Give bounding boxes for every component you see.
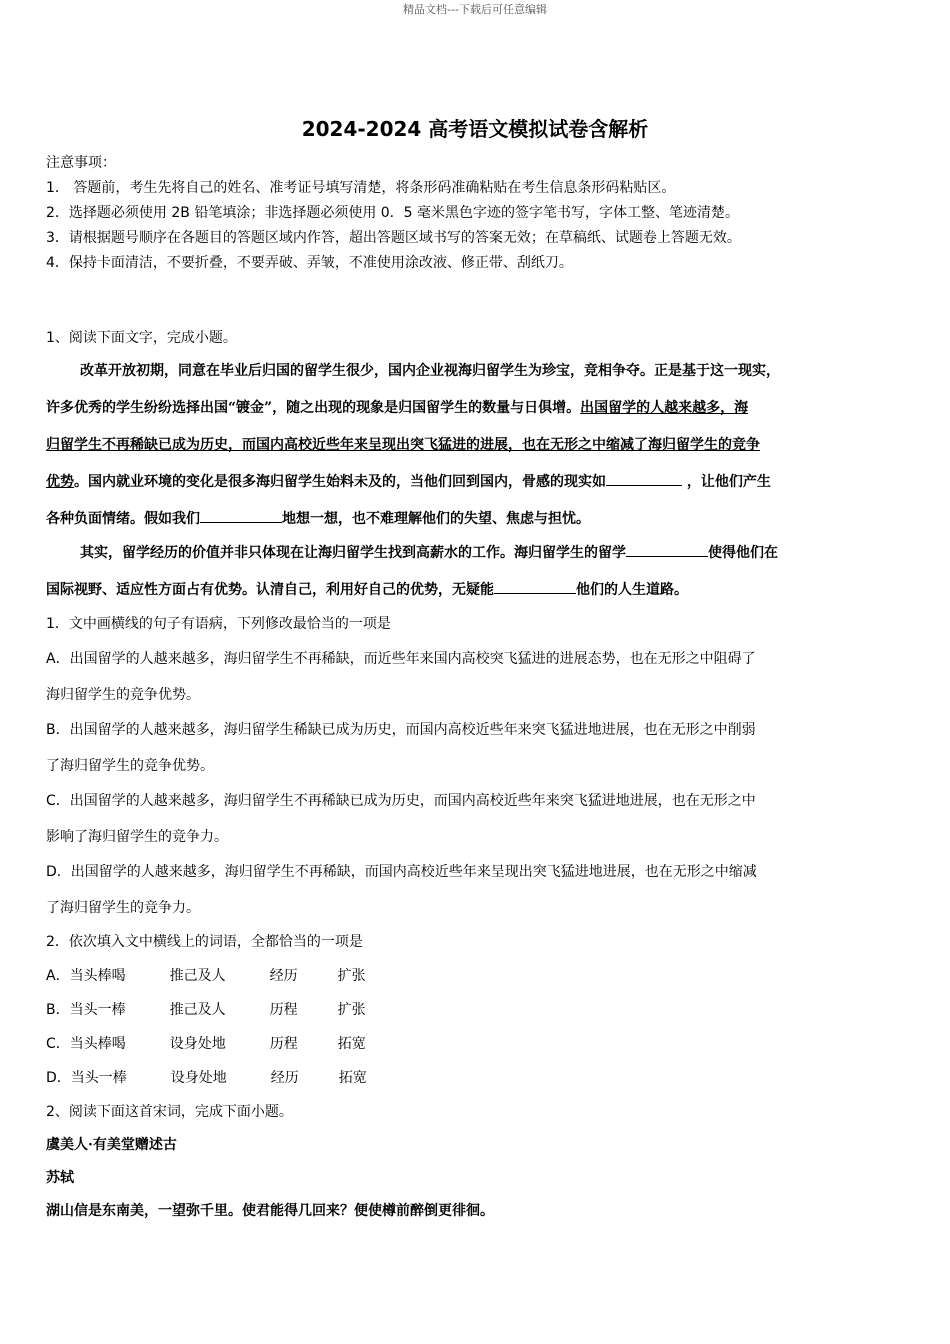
- underlined-sentence: 出国留学的人越来越多，海: [580, 400, 749, 416]
- underlined-sentence: 归留学生不再稀缺已成为历史，而国内高校近些年来呈现出突飞猛进的进展，也在无形之中缩减了海归留学生的竞争: [46, 437, 760, 453]
- option-word: 扩张: [337, 1002, 366, 1018]
- option-label: D．: [46, 1070, 71, 1086]
- document-title: 2024-2024 高考语文模拟试卷含解析: [301, 117, 649, 141]
- option-word: 设身处地: [169, 1036, 226, 1052]
- poem-author: 苏轼: [46, 1170, 74, 1186]
- passage-line: [46, 471, 771, 491]
- passage-text: 地想一想，也不难理解他们的失望、焦虑与担忧。: [282, 511, 590, 527]
- option-a-cont: 海归留学生的竞争优势。: [46, 687, 200, 703]
- option-word: 推己及人: [169, 1002, 226, 1018]
- passage-text: 许多优秀的学生纷纷选择出国“镀金”，随之出现的现象是归国留学生的数量与日俱增。: [46, 400, 581, 416]
- passage-line: [46, 397, 748, 417]
- passage-text: 使得他们在: [708, 545, 778, 561]
- option-word: 扩张: [337, 968, 366, 984]
- fill-blank: [606, 473, 682, 486]
- passage-line: [46, 508, 590, 528]
- passage-text: 国际视野、适应性方面占有优势。认清自己，利用好自己的优势，无疑能: [46, 582, 494, 598]
- option-word: 当头棒喝: [69, 968, 126, 984]
- section2-intro: 2、阅读下面这首宋词，完成下面小题。: [46, 1104, 293, 1120]
- option-label: C．: [46, 1036, 70, 1052]
- passage-line: 改革开放初期，同意在毕业后归国的留学生很少，国内企业视海归留学生为珍宝，竞相争夺。正是基于这一现实，: [80, 363, 780, 379]
- option-word: 推己及人: [169, 968, 226, 984]
- option-word: 历程: [269, 1002, 298, 1018]
- fill-blank: [494, 581, 576, 594]
- option-d: [46, 1067, 367, 1087]
- section1-intro: 1、阅读下面文字，完成小题。: [46, 330, 237, 346]
- option-d: D．出国留学的人越来越多，海归留学生不再稀缺，而国内高校近些年来呈现出突飞猛进地进展，也在无形之中缩减: [46, 864, 757, 880]
- option-label: B．: [46, 1002, 70, 1018]
- option-label: A．: [46, 968, 70, 984]
- option-word: 当头棒喝: [69, 1036, 126, 1052]
- option-word: 当头一棒: [69, 1002, 126, 1018]
- option-word: 经历: [269, 968, 298, 984]
- option-word: 当头一棒: [70, 1070, 127, 1086]
- fill-blank: [626, 544, 708, 557]
- option-word: 设身处地: [170, 1070, 227, 1086]
- passage-text: ，让他们产生: [682, 474, 771, 490]
- option-c: [46, 1033, 366, 1053]
- option-word: 拓宽: [338, 1070, 367, 1086]
- question-stem: 1．文中画横线的句子有语病，下列修改最恰当的一项是: [46, 616, 391, 632]
- fill-blank: [200, 510, 282, 523]
- option-a: [46, 965, 366, 985]
- underlined-sentence: 优势: [46, 474, 74, 490]
- notice-item: 4．保持卡面清洁，不要折叠，不要弄破、弄皱，不准使用涂改液、修正带、刮纸刀。: [46, 255, 573, 271]
- option-a: A．出国留学的人越来越多，海归留学生不再稀缺，而近些年来国内高校突飞猛进的进展态势，也在无形之中阻碍了: [46, 651, 756, 667]
- poem-title: 虞美人·有美堂赠述古: [46, 1137, 177, 1153]
- header-note: 精品文档---下载后可任意编辑: [403, 3, 547, 16]
- notice-item: 2．选择题必须使用 2B 铅笔填涂；非选择题必须使用 0．5 毫米黑色字迹的签字笔书写，字体工整、笔迹清楚。: [46, 205, 740, 221]
- poem-line: 湖山信是东南美，一望弥千里。使君能得几回来？便使樽前醉倒更徘徊。: [46, 1203, 494, 1219]
- option-b-cont: 了海归留学生的竞争优势。: [46, 758, 214, 774]
- passage-text: 他们的人生道路。: [576, 582, 688, 598]
- passage-text: 。国内就业环境的变化是很多海归留学生始料未及的，当他们回到国内，骨感的现实如: [74, 474, 606, 490]
- option-c-cont: 影响了海归留学生的竞争力。: [46, 829, 228, 845]
- passage-line: [80, 542, 778, 562]
- passage-line: [46, 579, 688, 599]
- option-c: C．出国留学的人越来越多，海归留学生不再稀缺已成为历史，而国内高校近些年来突飞猛进地进展，也在无形之中: [46, 793, 756, 809]
- passage-text: 各种负面情绪。假如我们: [46, 511, 200, 527]
- option-b: [46, 999, 366, 1019]
- question-stem: 2．依次填入文中横线上的词语，全都恰当的一项是: [46, 934, 363, 950]
- option-word: 经历: [270, 1070, 299, 1086]
- notice-item: 1． 答题前，考生先将自己的姓名、准考证号填写清楚，将条形码准确粘贴在考生信息条形码粘贴区。: [46, 180, 676, 196]
- option-b: B．出国留学的人越来越多，海归留学生稀缺已成为历史，而国内高校近些年来突飞猛进地进展，也在无形之中削弱: [46, 722, 756, 738]
- notice-heading: 注意事项：: [46, 155, 116, 171]
- option-d-cont: 了海归留学生的竞争力。: [46, 900, 200, 916]
- option-word: 拓宽: [337, 1036, 366, 1052]
- option-word: 历程: [269, 1036, 298, 1052]
- passage-text: 其实，留学经历的价值并非只体现在让海归留学生找到高薪水的工作。海归留学生的留学: [80, 545, 626, 561]
- notice-item: 3．请根据题号顺序在各题目的答题区域内作答，超出答题区域书写的答案无效；在草稿纸、试题卷上答题无效。: [46, 230, 741, 246]
